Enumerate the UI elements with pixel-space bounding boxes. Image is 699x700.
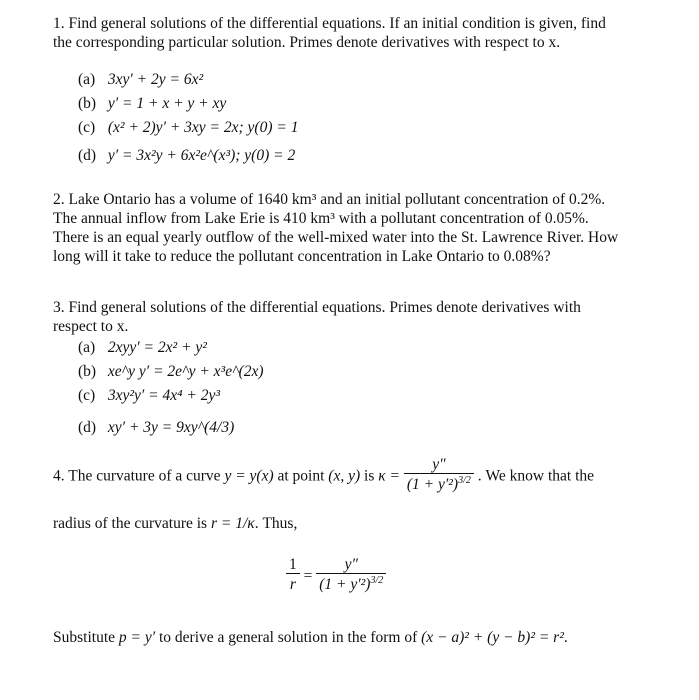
curvature-fraction-2 <box>316 556 386 596</box>
item-label: (c) <box>78 119 96 136</box>
problem-1-item-b <box>78 94 226 113</box>
final-period: . <box>563 629 568 646</box>
problem-2-line-2: The annual inflow from Lake Erie is 410 km³ with a pollutant concentration of 0.05%. <box>53 210 589 227</box>
problem-4-text-b: at point <box>277 467 325 485</box>
problem-3-item-d <box>78 418 234 437</box>
problem-2-line-4: long will it take to reduce the pollutant concentration in Lake Ontario to 0.08%? <box>53 248 551 265</box>
item-label: (d) <box>78 147 97 164</box>
item-label: (b) <box>78 363 97 380</box>
curvature-denominator-base: (1 + y′²) <box>406 476 459 493</box>
curvature-exponent-2: 3/2 <box>370 574 384 586</box>
problem-3-item-b <box>78 362 264 381</box>
problem-4-line-2 <box>53 514 297 533</box>
problem-2-line-3: There is an equal yearly outflow of the well-mixed water into the St. Lawrence River. How <box>53 229 619 246</box>
equation: 2xyy′ = 2x² + y² <box>107 339 207 356</box>
problem-3-item-a <box>78 338 207 357</box>
one-over-r-denominator: r <box>289 576 296 593</box>
problem-4-text-c: is <box>364 467 375 485</box>
final-text-a: Substitute <box>53 629 116 646</box>
equation: xy′ + 3y = 9xy^(4/3) <box>107 419 235 436</box>
problem-1-item-c <box>78 118 298 137</box>
kappa-lhs: κ = <box>378 467 401 485</box>
problem-2-line-1: 2. Lake Ontario has a volume of 1640 km³ and an initial pollutant concentration of 0.2%. <box>53 191 606 208</box>
problem-1-intro-line-1: 1. Find general solutions of the differential equations. If an initial condition is given, find <box>53 15 606 32</box>
curvature-denominator-2 <box>316 574 386 596</box>
item-label: (b) <box>78 95 97 112</box>
equation: (x² + 2)y′ + 3xy = 2x; y(0) = 1 <box>107 119 299 136</box>
problem-4-line-1 <box>53 456 594 496</box>
equation: y′ = 1 + x + y + xy <box>107 95 227 112</box>
problem-4-text-d: . We know that the <box>477 467 595 485</box>
item-label: (a) <box>78 71 96 88</box>
one-over-r-numerator: 1 <box>286 556 300 574</box>
curvature-fraction <box>404 456 474 496</box>
problem-3-intro-line-1: 3. Find general solutions of the differential equations. Primes denote derivatives with <box>53 299 581 316</box>
equation: xe^y y′ = 2e^y + x³e^(2x) <box>107 363 264 380</box>
substitution-equation: p = y′ <box>118 629 156 646</box>
problem-3 <box>53 298 653 336</box>
problem-4-line-2-text-b: . Thus, <box>254 515 298 532</box>
radius-curvature-equation <box>286 556 386 596</box>
final-text-b: to derive a general solution in the form of <box>159 629 418 646</box>
problem-4-text-a: 4. The curvature of a curve <box>53 467 221 485</box>
problem-2 <box>53 190 663 266</box>
item-label: (a) <box>78 339 96 356</box>
equation: 3xy²y′ = 4x⁴ + 2y³ <box>107 387 221 404</box>
equals-sign: = <box>303 567 313 585</box>
problem-1-intro-line-2: the corresponding particular solution. Primes denote derivatives with respect to x. <box>53 34 561 51</box>
problem-1 <box>53 14 653 52</box>
radius-equation: r = 1/κ <box>210 515 255 532</box>
problem-4-line-2-text-a: radius of the curvature is <box>53 515 208 532</box>
problem-3-intro-line-2: respect to x. <box>53 318 129 335</box>
item-label: (d) <box>78 419 97 436</box>
curvature-denominator-base-2: (1 + y′²) <box>319 576 371 593</box>
equation: y′ = 3x²y + 6x²e^(x³); y(0) = 2 <box>107 147 296 164</box>
one-over-r-fraction <box>286 556 300 596</box>
item-label: (c) <box>78 387 96 404</box>
problem-1-item-a <box>78 70 203 89</box>
point-label: (x, y) <box>328 467 361 485</box>
curve-equation: y = y(x) <box>224 467 274 485</box>
problem-3-item-c <box>78 386 220 405</box>
curvature-numerator-2: y″ <box>316 556 386 574</box>
curvature-exponent: 3/2 <box>458 474 471 486</box>
curvature-denominator <box>404 474 474 496</box>
curvature-numerator: y″ <box>404 456 474 474</box>
circle-equation: (x − a)² + (y − b)² = r² <box>421 629 564 646</box>
problem-1-item-d <box>78 146 295 165</box>
problem-4-final-line <box>53 628 568 647</box>
equation: 3xy′ + 2y = 6x² <box>107 71 204 88</box>
